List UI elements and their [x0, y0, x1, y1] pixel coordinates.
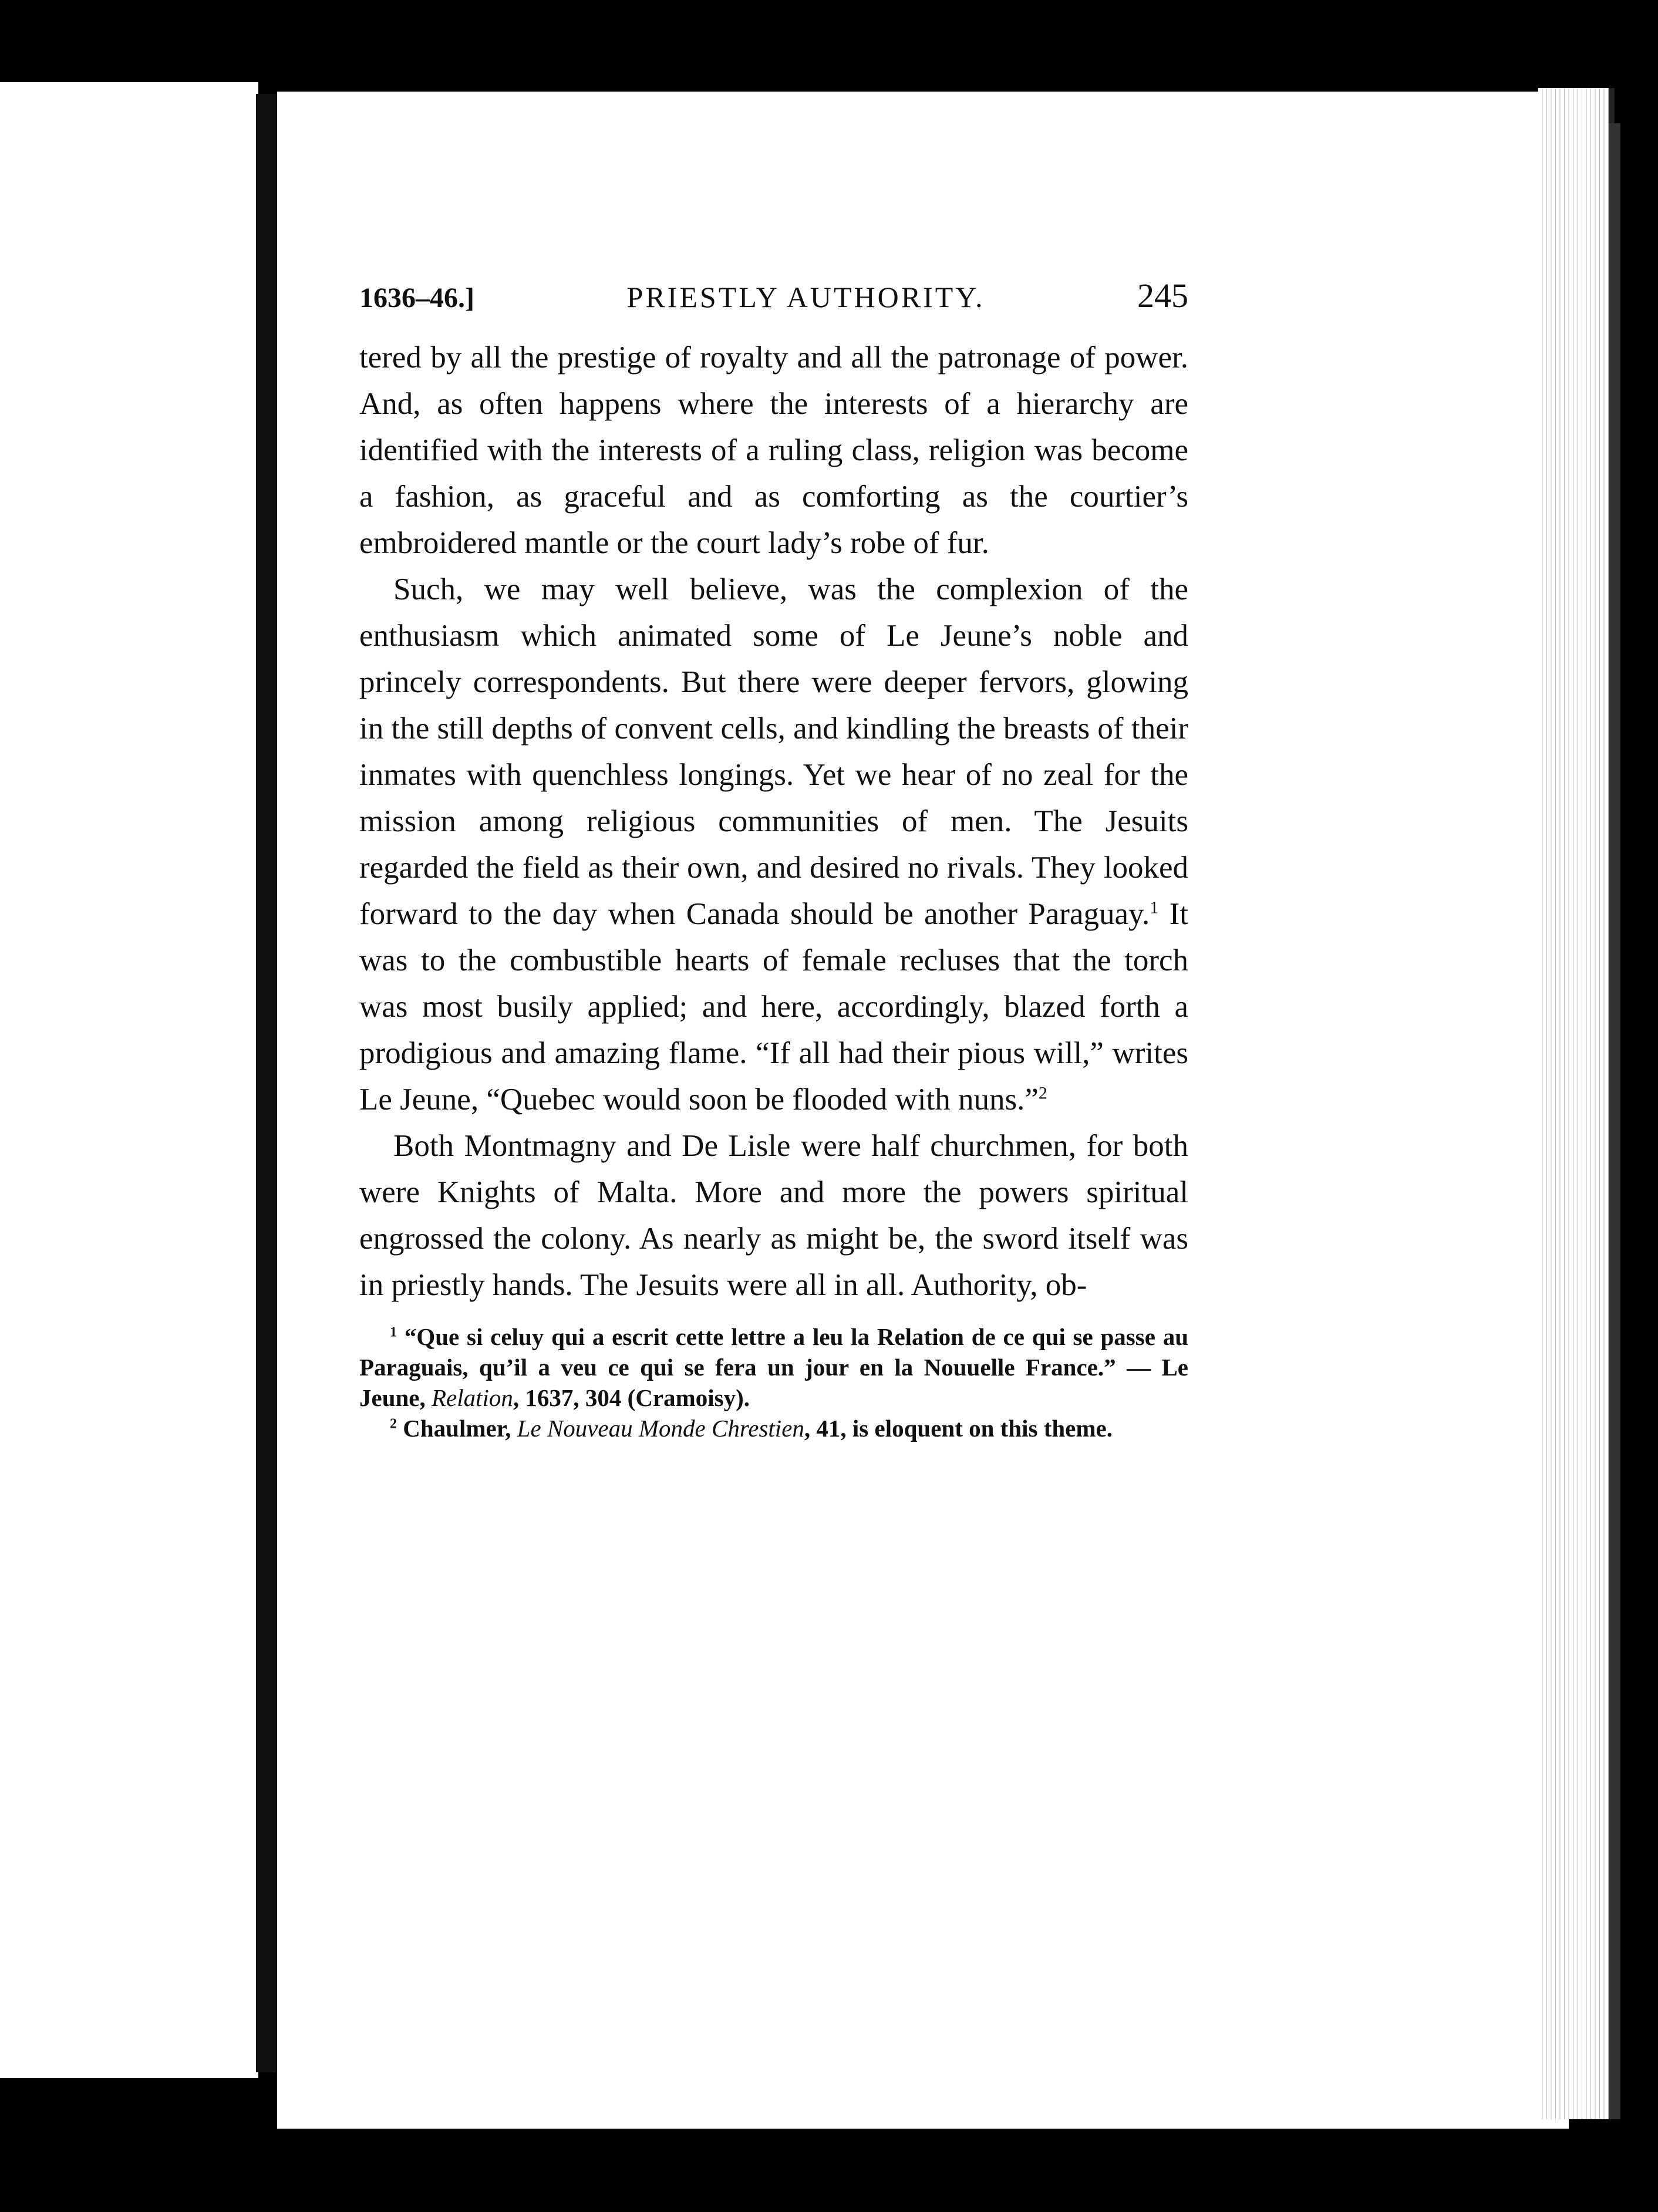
paragraph-2-text-b: It was to the combustible hearts of female recluses that the torch was most busily applied; and here, accordingly, blazed forth a prodigious and amazing flame. “If all had their pious will,” writes Le Jeune, “Quebec would soon be flooded with nuns.”: [359, 897, 1188, 1117]
paragraph-1: tered by all the prestige of royalty and all the patronage of power. And, as often happens where the interests of a hierarchy are identified with the interests of a ruling class, religion was become a fashion, as graceful and as comforting as the courtier’s embroidered mantle or the court lady’s robe of fur.: [359, 340, 1188, 560]
paragraph-2: [359, 567, 1188, 1123]
footnotes: [359, 1321, 1188, 1444]
running-head: [359, 276, 1188, 323]
footnote-ref-1: 1: [1150, 898, 1159, 918]
page-text-block: [359, 276, 1188, 1444]
footnote-2-marker: 2: [390, 1416, 397, 1432]
facing-page-edge: [0, 82, 258, 2078]
page-number: 245: [1137, 276, 1188, 315]
running-head-title: PRIESTLY AUTHORITY.: [626, 281, 985, 313]
footnote-1-text: “Que si celuy qui a escrit cette lettre a leu la Relation de ce qui se passe au Paraguais, qu’il a veu ce qui se fera un jour en la Nouuelle France.” — Le Jeune,: [359, 1323, 1189, 1411]
running-head-dates: 1636–46.]: [359, 282, 474, 313]
footnote-1-marker: 1: [390, 1324, 397, 1340]
paragraph-2-text-a: Such, we may well believe, was the complexion of the enthusiasm which animated some of Le Jeune’s noble and princely correspondents. But there were deeper fervors, glowing in the still depths of convent cells, and kindling the breasts of their inmates with quenchless longings. Yet we hear of no zeal for the mission among religious communities of men. The Jesuits regarded the field as their own, and desired no rivals. They looked forward to the day when Canada should be another Paraguay.: [359, 572, 1188, 931]
page-stack-edge: [1538, 88, 1615, 2119]
footnote-1-italic: Relation: [432, 1384, 513, 1411]
footnote-2-italic: Le Nouveau Monde Chrestien: [517, 1415, 804, 1442]
paragraph-3: Both Montmagny and De Lisle were half churchmen, for both were Knights of Malta. More and more the powers spiritual engrossed the colony. As nearly as might be, the sword itself was in priestly hands. The Jesuits were all in all. Authority, ob-: [359, 1129, 1188, 1302]
book-gutter: [256, 94, 276, 2072]
book-cover-edge: [1609, 123, 1620, 2119]
footnote-ref-2: 2: [1038, 1083, 1047, 1103]
footnote-2-tail: , 41, is eloquent on this theme.: [804, 1415, 1113, 1442]
footnote-1-tail: , 1637, 304 (Cramoisy).: [513, 1384, 750, 1411]
footnote-2: [359, 1413, 1188, 1444]
footnote-2-text: Chaulmer,: [403, 1415, 517, 1442]
footnote-1: [359, 1321, 1188, 1413]
